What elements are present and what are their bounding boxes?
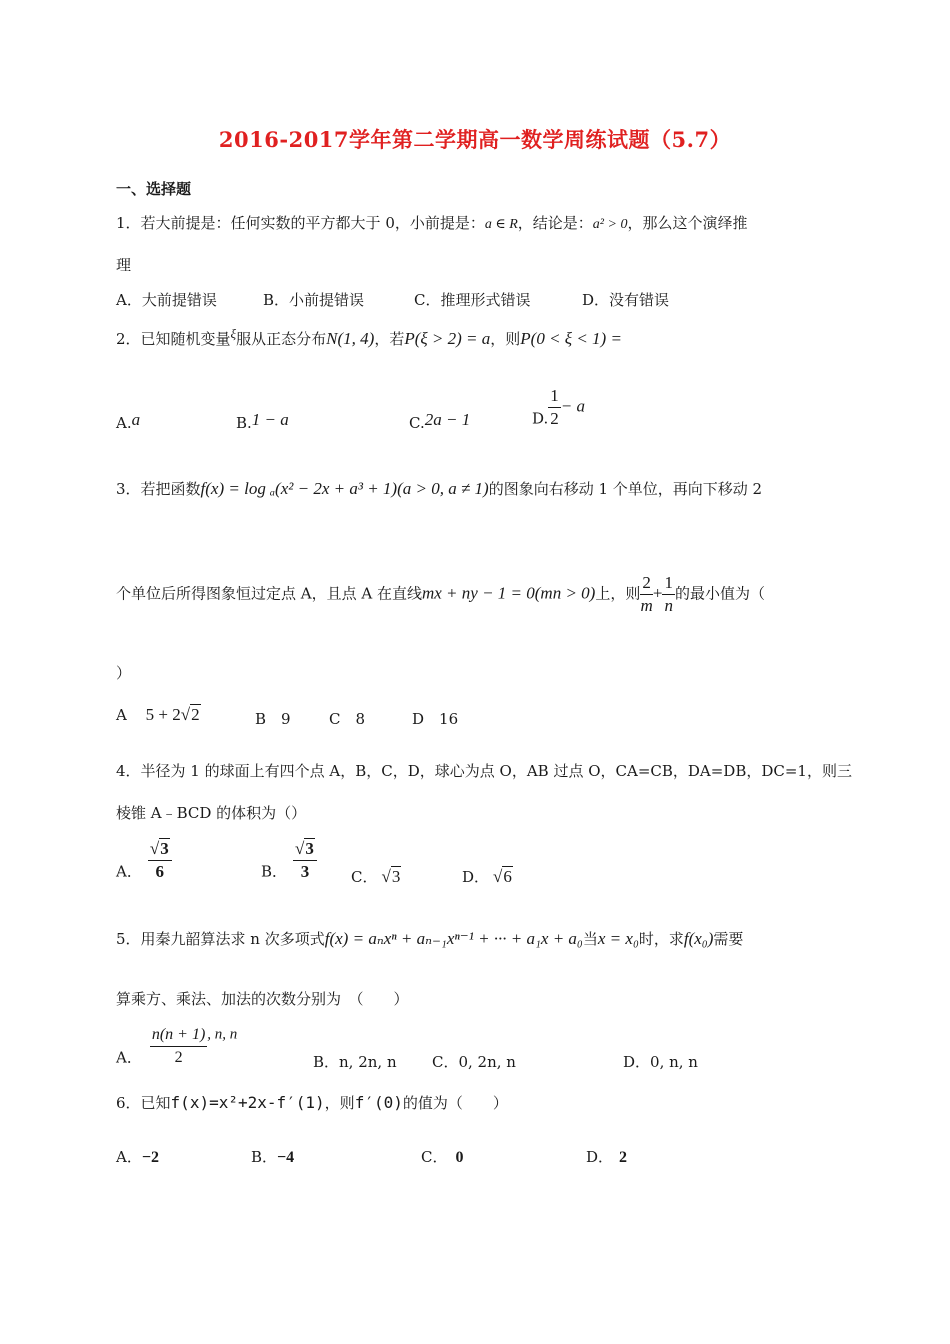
- section-heading: 一、选择题: [116, 180, 192, 198]
- q6-option-a-value: −2: [141, 1149, 159, 1166]
- q6-text-c: 的值为（ ）: [402, 1094, 508, 1112]
- q5-option-a-den: 2: [174, 1049, 183, 1066]
- q4-option-b-fraction: $\frac{√3}{3}$: [293, 838, 317, 883]
- q3-fraction-1-num: 2: [640, 572, 653, 595]
- q2-ask: P(0 < ξ < 1) =: [520, 329, 622, 348]
- q3-option-a-value: 5 + 2√2: [145, 705, 200, 724]
- q2-text-a: 2．已知随机变量: [116, 330, 231, 348]
- q6-option-c-label: C．: [421, 1148, 448, 1166]
- q1-text-a: 1．若大前提是：任何实数的平方都大于 0，小前提是：: [116, 214, 485, 232]
- q2-xi: ξ: [230, 326, 237, 341]
- q2-option-b-value: 1 − a: [251, 410, 289, 429]
- q2-option-c-label: C.: [409, 414, 425, 432]
- q1-expr-2: a² > 0: [592, 217, 628, 232]
- q2-option-d-rest: − a: [560, 396, 585, 416]
- q5-option-b: B．n, 2n, n: [313, 1053, 397, 1071]
- q5-option-a-rest: , n, n: [207, 1026, 238, 1043]
- q2-text-c: ，若: [374, 330, 405, 348]
- q3-fraction-2-den: n: [664, 596, 673, 615]
- question-1-line-2: 理: [116, 256, 132, 274]
- q6-option-c: [421, 1146, 463, 1167]
- q4-option-d: D． √6: [462, 867, 512, 886]
- question-3-line-1: [116, 478, 762, 499]
- page-title: 2016-2017学年第二学期高一数学周练试题（5.7）: [218, 127, 732, 152]
- question-4-line-2: 棱锥 A﹣BCD 的体积为（）: [116, 804, 307, 822]
- q3-text-c: 个单位后所得图象恒过定点 A，且点 A 在直线: [116, 584, 422, 603]
- question-4-line-1: 4．半径为 1 的球面上有四个点 A，B，C，D，球心为点 O，AB 过点 O，CA=CB，DA=DB，DC=1，则三: [116, 762, 852, 780]
- q3-fraction-1: [640, 572, 653, 617]
- q2-option-a-label: A.: [116, 414, 132, 432]
- q2-text-d: ，则: [490, 330, 521, 348]
- q6-option-b-value: −4: [277, 1149, 295, 1166]
- q6-option-c-value: 0: [455, 1149, 464, 1166]
- q2-option-b-label: B.: [236, 414, 252, 432]
- q3-close-paren: ）: [116, 664, 132, 682]
- q6-option-a: [116, 1146, 159, 1167]
- q5-option-c: C．0, 2n, n: [432, 1053, 516, 1071]
- q4-option-b-den: 3: [300, 862, 310, 881]
- q3-fraction-2-num: 1: [662, 572, 675, 595]
- q5-fx0: f(x₀): [683, 929, 714, 948]
- q2-option-d-fraction: [548, 385, 561, 430]
- q5-x0: x = x₀: [597, 929, 639, 948]
- q6-option-d-label: D．: [586, 1148, 614, 1166]
- q1-text-c: ，那么这个演绎推: [627, 214, 748, 232]
- q2-option-d-den: 2: [550, 409, 559, 428]
- q2-option-d-label: D.: [532, 409, 549, 428]
- q3-option-a: [116, 705, 201, 725]
- q5-option-a: [116, 1024, 237, 1069]
- q2-option-d: [532, 385, 585, 430]
- q1-option-d: D．没有错误: [582, 291, 670, 309]
- q4-option-b-radicand: 3: [305, 839, 314, 858]
- q3-text-a: 3．若把函数: [116, 480, 201, 498]
- q2-option-d-num: 1: [548, 385, 561, 408]
- q1-option-a: A．大前提错误: [116, 291, 217, 309]
- q4-option-c-radicand: 3: [391, 867, 401, 886]
- q2-option-c: [409, 410, 470, 432]
- q4-option-a-label: A．: [116, 862, 142, 881]
- q5-option-a-num: n(n + 1): [150, 1024, 207, 1047]
- q1-option-b: B．小前提错误: [263, 291, 365, 309]
- q5-option-d: D．0, n, n: [623, 1053, 698, 1071]
- q5-text-c: 时，求: [638, 930, 684, 948]
- q2-option-a: [116, 410, 140, 432]
- q6-option-b: [251, 1146, 294, 1167]
- q3-function: f(x) = log ₐ(x² − 2x + a³ + 1)(a > 0, a ≠ 1): [200, 479, 489, 498]
- q3-option-a-int: 5 + 2: [145, 705, 181, 724]
- q3-text-b: 的图象向右移动 1 个单位，再向下移动 2: [488, 480, 763, 498]
- q4-option-b-label: B．: [261, 862, 288, 881]
- q2-distribution: N(1, 4): [326, 329, 375, 348]
- q3-option-d: D 16: [412, 710, 459, 728]
- q4-option-c-label: C．: [351, 868, 378, 886]
- q3-plus: +: [652, 583, 663, 603]
- q4-option-d-radicand: 6: [503, 867, 512, 886]
- question-6: [116, 1092, 508, 1113]
- q5-text-b: 当: [582, 930, 598, 948]
- q2-option-b: [236, 410, 289, 432]
- q6-text-a: 6．已知: [116, 1094, 171, 1112]
- q3-fraction-1-den: m: [640, 596, 653, 615]
- q1-text-b: ，结论是：: [517, 214, 593, 232]
- question-3-line-2: [116, 572, 765, 617]
- q6-option-d: [586, 1146, 627, 1167]
- question-1-line-1: [116, 212, 747, 233]
- question-5-line-1: [116, 928, 743, 949]
- q4-option-a-fraction: $\frac{√3}{6}$: [148, 838, 172, 883]
- q3-text-e: 的最小值为（: [674, 584, 765, 603]
- q6-option-b-label: B．: [251, 1148, 278, 1166]
- q1-expr-1: a ∈ R: [484, 217, 518, 232]
- q5-polynomial: f(x) = aₙxⁿ + aₙ₋₁xⁿ⁻¹ + ··· + a₁x + a₀: [324, 929, 583, 948]
- q6-option-d-value: 2: [619, 1149, 628, 1166]
- q4-option-a-radicand: 3: [160, 839, 169, 858]
- q3-option-a-label: A: [116, 706, 127, 724]
- q3-option-b: B 9: [255, 710, 291, 728]
- q6-text-b: ，则: [324, 1094, 355, 1112]
- q2-option-a-value: a: [131, 410, 141, 429]
- question-2: [116, 326, 622, 349]
- q4-option-a: [116, 838, 172, 883]
- q2-option-c-value: 2a − 1: [424, 410, 471, 429]
- q2-text-b: 服从正态分布: [236, 330, 327, 348]
- q3-line-equation: mx + ny − 1 = 0(mn > 0): [421, 583, 596, 603]
- q4-option-b: [261, 838, 317, 883]
- q2-condition: P(ξ > 2) = a: [404, 329, 491, 348]
- q3-text-d: 上，则: [595, 584, 641, 603]
- q6-function: f(x)=x²+2x-f′(1): [170, 1093, 325, 1112]
- q5-option-a-label: A．: [116, 1048, 142, 1067]
- q1-option-c: C．推理形式错误: [414, 291, 531, 309]
- q3-option-c: C 8: [329, 710, 366, 728]
- q4-option-d-label: D．: [462, 868, 490, 886]
- question-5-line-2: 算乘方、乘法、加法的次数分别为 （ ）: [116, 990, 409, 1008]
- q3-fraction-2: [662, 572, 675, 617]
- q5-text-d: 需要: [713, 930, 744, 948]
- q6-ask: f′(0): [354, 1093, 403, 1112]
- q4-option-c: C． √3: [351, 867, 401, 886]
- q5-option-a-fraction: [150, 1024, 207, 1069]
- q5-text-a: 5．用秦九韶算法求 n 次多项式: [116, 930, 325, 948]
- q3-option-a-radicand: 2: [191, 705, 200, 724]
- q6-option-a-label: A．: [116, 1148, 142, 1166]
- q4-option-a-den: 6: [155, 862, 165, 881]
